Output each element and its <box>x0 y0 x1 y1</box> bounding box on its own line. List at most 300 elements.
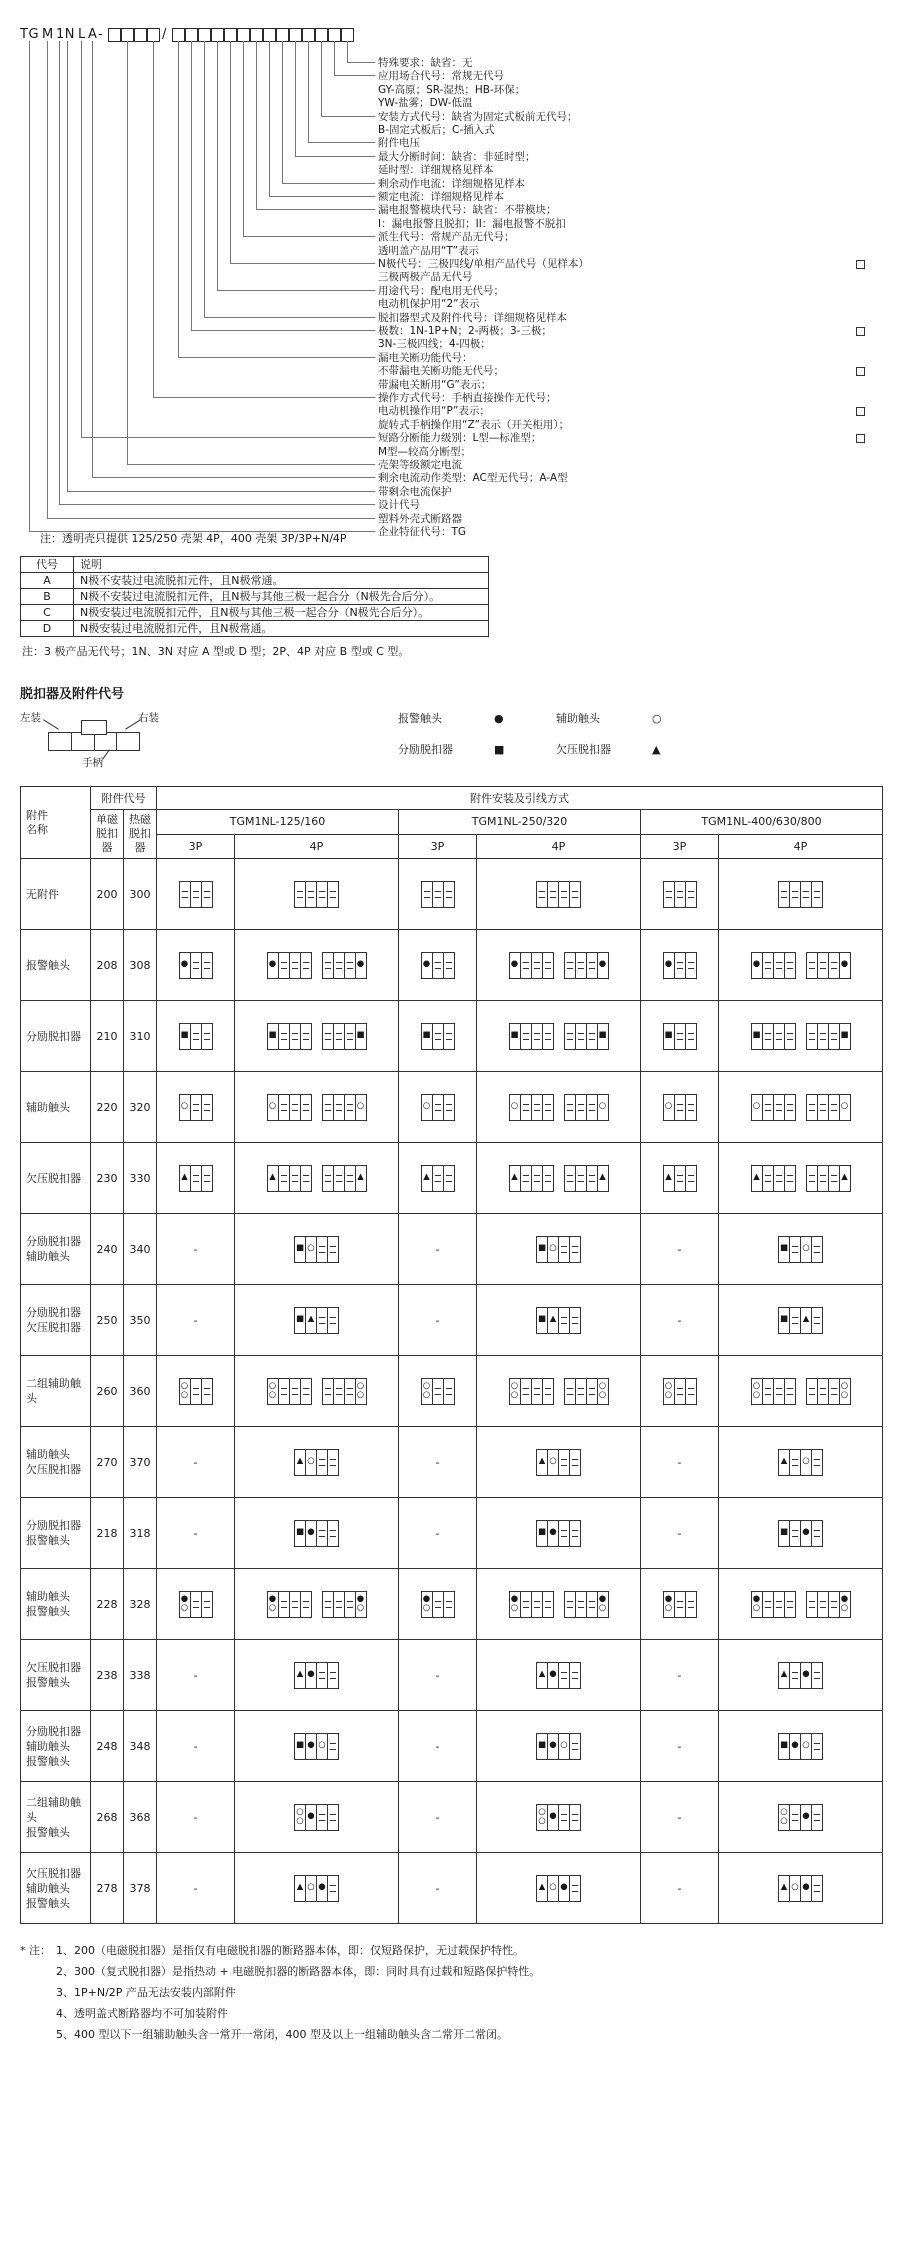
install-cell: - <box>399 1427 477 1498</box>
pole-diagrams <box>643 1591 716 1618</box>
pole-diagram <box>778 1236 823 1263</box>
terminal-mark <box>534 1175 540 1176</box>
pole <box>597 1591 609 1618</box>
pole-diagram <box>509 952 554 979</box>
terminal-mark <box>561 1672 567 1673</box>
terminal-mark <box>193 1181 199 1182</box>
callout-label: 用途代号：配电用无代号； <box>378 284 504 297</box>
accessory-name <box>21 1569 91 1640</box>
pole <box>443 1378 455 1405</box>
pole-diagrams <box>721 1520 880 1547</box>
terminal-mark <box>204 962 210 963</box>
callout-label: 极数：1N-1P+N；2-两极；3-三极； <box>378 325 552 337</box>
terminal-mark <box>578 1607 584 1608</box>
pole-diagram <box>663 881 697 908</box>
suffix-code-box <box>276 28 289 42</box>
install-cell <box>719 1356 883 1427</box>
terminal-mark <box>534 968 540 969</box>
pole-diagrams <box>643 881 716 908</box>
terminal-mark <box>814 1814 820 1815</box>
model-code-segment: 1N <box>56 27 75 42</box>
pole-diagram <box>536 881 581 908</box>
pole-diagrams <box>237 881 396 908</box>
pole-diagram <box>322 1165 367 1192</box>
terminal-mark <box>550 897 556 898</box>
terminal-mark <box>545 1039 551 1040</box>
terminal-mark <box>809 1175 815 1176</box>
terminal-mark <box>281 1110 287 1111</box>
pole-diagram <box>421 1023 455 1050</box>
terminal-mark <box>809 1033 815 1034</box>
thermal-code: 328 <box>124 1569 157 1640</box>
suffix-code-box <box>211 28 224 42</box>
thermal-code: 318 <box>124 1498 157 1569</box>
terminal-mark <box>677 1033 683 1034</box>
aux-contact-symbol: ○ <box>598 1603 607 1613</box>
frame-current-box <box>121 28 134 42</box>
install-cell <box>235 1853 399 1924</box>
pole-diagrams <box>237 1449 396 1476</box>
alarm-contact-symbol: ● <box>356 1593 365 1604</box>
terminal-mark <box>572 1678 578 1679</box>
terminal-mark <box>347 968 353 969</box>
terminal-mark <box>281 1607 287 1608</box>
terminal-mark <box>677 962 683 963</box>
terminal-mark <box>523 1394 529 1395</box>
terminal-mark <box>809 1110 815 1111</box>
callout-leader-vertical <box>334 41 335 75</box>
pole-diagrams <box>721 1094 880 1121</box>
terminal-mark <box>523 1175 529 1176</box>
terminal-mark <box>765 1181 771 1182</box>
terminal-mark <box>446 1039 452 1040</box>
install-cell <box>719 1640 883 1711</box>
terminal-mark <box>550 891 556 892</box>
alarm-contact-symbol: ● <box>180 1593 189 1604</box>
suffix-code-box <box>172 28 185 42</box>
terminal-mark <box>578 1104 584 1105</box>
pole-diagram <box>778 881 823 908</box>
left-install-label: 左装 <box>20 712 41 724</box>
install-cell <box>719 1072 883 1143</box>
pole <box>569 1307 581 1334</box>
alarm-contact-symbol: ● <box>549 1811 557 1822</box>
terminal-mark <box>303 962 309 963</box>
terminal-mark <box>688 968 694 969</box>
alarm-contact-symbol: ● <box>549 1527 557 1538</box>
terminal-mark <box>319 1323 325 1324</box>
accessory-section-title: 脱扣器及附件代号 <box>20 687 125 702</box>
accessory-row <box>21 1427 883 1498</box>
terminal-mark <box>677 968 683 969</box>
handle-label: 手柄 <box>82 757 103 769</box>
pole-diagram <box>778 1662 823 1689</box>
pole-diagrams <box>479 952 638 979</box>
terminal-mark <box>567 1601 573 1602</box>
undervoltage-release-symbol: ▲ <box>307 1314 315 1325</box>
terminal-mark <box>567 1394 573 1395</box>
callout-leader-horizontal <box>59 504 375 505</box>
shunt-release-symbol: ■ <box>422 1030 431 1041</box>
aux-contact-symbol: ○ <box>549 1243 557 1254</box>
terminal-mark <box>303 1175 309 1176</box>
terminal-mark <box>336 1607 342 1608</box>
terminal-mark <box>303 1104 309 1105</box>
accessory-row <box>21 1711 883 1782</box>
pole <box>597 1165 609 1192</box>
pole <box>784 1023 796 1050</box>
aux-contact-symbol: ○ <box>510 1390 519 1400</box>
shunt-release-symbol: ■ <box>180 1030 189 1041</box>
aux-contact-symbol: ○ <box>307 1882 315 1893</box>
terminal-mark <box>688 1394 694 1395</box>
terminal-mark <box>561 891 567 892</box>
terminal-mark <box>303 1394 309 1395</box>
pole-diagram <box>267 1023 312 1050</box>
pole-diagrams <box>721 1733 880 1760</box>
terminal-mark <box>308 897 314 898</box>
shunt-release-symbol: ■ <box>356 1030 365 1041</box>
footnotes <box>20 1940 900 2045</box>
pole <box>811 1804 823 1831</box>
pole <box>811 1236 823 1263</box>
terminal-mark <box>814 1323 820 1324</box>
n-pole-description: N极安装过电流脱扣元件，且N极常通。 <box>74 621 489 637</box>
terminal-mark <box>578 1039 584 1040</box>
callout-leader-vertical <box>282 41 283 183</box>
terminal-mark <box>336 1181 342 1182</box>
aux-contact-symbol: ○ <box>752 1603 761 1613</box>
pole-diagrams <box>479 1733 638 1760</box>
terminal-mark <box>688 1607 694 1608</box>
terminal-mark <box>572 1749 578 1750</box>
terminal-mark <box>292 1601 298 1602</box>
alarm-contact-symbol: ● <box>422 1593 431 1604</box>
terminal-mark <box>193 1039 199 1040</box>
terminal-mark <box>193 1601 199 1602</box>
alarm-contact-symbol: ● <box>840 959 849 970</box>
handle-position-diagram <box>20 710 190 772</box>
terminal-mark <box>292 962 298 963</box>
callout-label: 应用场合代号：常规无代号 <box>378 70 504 83</box>
terminal-mark <box>435 897 441 898</box>
install-cell <box>235 859 399 930</box>
install-cell: - <box>641 1640 719 1711</box>
terminal-mark <box>792 1317 798 1318</box>
terminal-mark <box>831 1388 837 1389</box>
callout-leader-vertical <box>347 41 348 62</box>
pole <box>685 952 697 979</box>
pole-diagrams <box>237 1875 396 1902</box>
pole-diagram <box>179 1165 213 1192</box>
terminal-mark <box>572 897 578 898</box>
pole-diagram <box>421 1094 455 1121</box>
terminal-mark <box>809 1394 815 1395</box>
terminal-mark <box>677 1607 683 1608</box>
terminal-mark <box>303 1601 309 1602</box>
aux-contact-symbol: ○ <box>840 1380 849 1391</box>
terminal-mark <box>336 968 342 969</box>
suffix-code-box <box>185 28 198 42</box>
aux-contact-symbol: ○ <box>549 1882 557 1893</box>
terminal-mark <box>204 1175 210 1176</box>
pole <box>784 952 796 979</box>
aux-contact-symbol: ○ <box>180 1603 189 1613</box>
undervoltage-release-symbol: ▲ <box>538 1882 546 1893</box>
footnote-lead: * 注： <box>20 1944 51 1957</box>
terminal-mark <box>330 897 336 898</box>
pole-diagram <box>509 1165 554 1192</box>
n-pole-code: A <box>21 573 74 589</box>
model-code-diagram <box>0 0 900 552</box>
install-cell: - <box>641 1427 719 1498</box>
install-cell <box>157 1072 235 1143</box>
pole-diagrams <box>643 1378 716 1405</box>
terminal-mark <box>765 968 771 969</box>
callout-label: 派生代号：常规产品无代号； <box>378 231 515 244</box>
aux-contact-symbol: ○ <box>422 1380 431 1391</box>
terminal-mark <box>319 1672 325 1673</box>
terminal-mark <box>319 1530 325 1531</box>
terminal-mark <box>572 1891 578 1892</box>
pole <box>811 1307 823 1334</box>
terminal-mark <box>325 1394 331 1395</box>
aux-contact-symbol: ○ <box>180 1380 189 1391</box>
terminal-mark <box>193 1607 199 1608</box>
thermal-code: 300 <box>124 859 157 930</box>
thermal-code: 350 <box>124 1285 157 1356</box>
callout-leader-vertical <box>308 41 309 142</box>
pole <box>569 1804 581 1831</box>
pole-diagram <box>564 1591 609 1618</box>
name-line: 辅助触头 <box>26 1250 70 1263</box>
aux-contact-symbol: ○ <box>356 1390 365 1400</box>
header-line: 名称 <box>26 822 48 836</box>
install-cell <box>477 1285 641 1356</box>
thermal-code: 348 <box>124 1711 157 1782</box>
terminal-mark <box>204 891 210 892</box>
pole-diagram <box>421 952 455 979</box>
terminal-mark <box>534 1110 540 1111</box>
terminal-mark <box>820 1181 826 1182</box>
install-cell <box>477 1782 641 1853</box>
install-cell <box>235 1072 399 1143</box>
terminal-mark <box>347 1033 353 1034</box>
alarm-contact-symbol: ● <box>356 959 365 970</box>
pole-diagrams <box>721 1378 880 1405</box>
n-pole-description: N极安装过电流脱扣元件，且N极与其他三极一起合分（N极先合后分）。 <box>74 605 489 621</box>
callout-leader-horizontal <box>282 183 375 184</box>
shunt-release-symbol: ■ <box>840 1030 849 1041</box>
aux-contact-symbol: ○ <box>422 1603 431 1613</box>
accessory-install-table <box>20 786 883 1924</box>
pole-diagram <box>294 1520 339 1547</box>
footnote-text: 2、300（复式脱扣器）是指热动 + 电磁脱扣器的断路器本体，即：同时具有过载和短路保护特性。 <box>56 1965 541 1978</box>
terminal-mark <box>193 1033 199 1034</box>
pole <box>300 1591 312 1618</box>
terminal-mark <box>820 1110 826 1111</box>
magnetic-only-header <box>91 810 124 859</box>
callout-label: 操作方式代号：手柄直接操作无代号； <box>378 392 557 404</box>
name-line: 欠压脱扣器 <box>26 1866 81 1880</box>
terminal-mark <box>776 962 782 963</box>
pole-diagram <box>536 1662 581 1689</box>
callout-label: 旋转式手柄操作用“Z”表示（开关柜用）； <box>378 418 570 431</box>
shunt-release-symbol: ■ <box>295 1740 305 1751</box>
terminal-mark <box>814 1891 820 1892</box>
accessory-name <box>21 1640 91 1711</box>
aux-contact-symbol: ○ <box>802 1456 810 1467</box>
terminal-mark <box>330 1749 336 1750</box>
terminal-mark <box>446 891 452 892</box>
terminal-mark <box>534 1394 540 1395</box>
pole-diagram <box>179 1094 213 1121</box>
terminal-mark <box>534 1181 540 1182</box>
callout-label: 延时型：详细规格见样本 <box>378 164 494 177</box>
terminal-mark <box>523 1388 529 1389</box>
aux-contact-symbol: ○ <box>180 1101 189 1112</box>
terminal-mark <box>325 1181 331 1182</box>
terminal-mark <box>523 1110 529 1111</box>
terminal-mark <box>677 897 683 898</box>
terminal-mark <box>578 1110 584 1111</box>
pole-diagram <box>806 1094 851 1121</box>
install-cell <box>719 859 883 930</box>
terminal-mark <box>336 1601 342 1602</box>
shunt-release-symbol: ■ <box>295 1243 305 1254</box>
terminal-mark <box>325 1388 331 1389</box>
terminal-mark <box>446 968 452 969</box>
aux-contact-symbol: ○ <box>791 1882 799 1893</box>
name-line: 分励脱扣器 <box>26 1724 81 1738</box>
pole <box>784 1591 796 1618</box>
pole-diagrams <box>479 1023 638 1050</box>
terminal-mark <box>589 1039 595 1040</box>
pole-diagrams <box>159 1591 232 1618</box>
terminal-mark <box>814 1536 820 1537</box>
terminal-mark <box>204 1607 210 1608</box>
terminal-mark <box>347 1110 353 1111</box>
terminal-mark <box>523 1104 529 1105</box>
aux-contact-symbol: ○ <box>538 1806 546 1817</box>
terminal-mark <box>435 968 441 969</box>
terminal-mark <box>589 1388 595 1389</box>
terminal-mark <box>572 1885 578 1886</box>
thermal-code: 368 <box>124 1782 157 1853</box>
terminal-mark <box>820 1394 826 1395</box>
pole-diagram <box>806 952 851 979</box>
aux-contact-symbol: ○ <box>802 1740 810 1751</box>
undervoltage-release-symbol: ▲ <box>357 1172 364 1183</box>
pole-count-header: 3P <box>641 834 719 859</box>
terminal-mark <box>809 1388 815 1389</box>
main-header-row <box>21 810 883 835</box>
aux-contact-symbol: ○ <box>422 1101 431 1112</box>
pole <box>811 1733 823 1760</box>
code-table-row <box>21 589 489 605</box>
terminal-mark <box>545 1104 551 1105</box>
stray-box <box>856 327 865 336</box>
pole-diagrams <box>479 1165 638 1192</box>
pole-diagrams <box>721 1165 880 1192</box>
callout-label: 漏电报警模块代号：缺省：不带模块； <box>378 204 557 217</box>
alarm-contact-symbol: ● <box>494 711 504 725</box>
callout-label: B-固定式板后；C-插入式 <box>378 124 495 136</box>
pole <box>811 1520 823 1547</box>
terminal-mark <box>666 891 672 892</box>
pole-diagrams <box>159 881 232 908</box>
undervoltage-release-symbol: ▲ <box>780 1456 788 1467</box>
legend-label: 分励脱扣器 <box>398 743 453 756</box>
aux-contact-symbol: ○ <box>356 1380 365 1391</box>
terminal-mark <box>303 968 309 969</box>
pole-diagram <box>778 1733 823 1760</box>
terminal-mark <box>325 1607 331 1608</box>
magnetic-code: 250 <box>91 1285 124 1356</box>
alarm-contact-symbol: ● <box>549 1669 557 1680</box>
terminal-mark <box>545 1607 551 1608</box>
pole-diagram <box>267 1165 312 1192</box>
legend-label: 报警触头 <box>398 712 442 725</box>
terminal-mark <box>435 1388 441 1389</box>
pole-diagram <box>564 952 609 979</box>
stray-box <box>856 434 865 443</box>
terminal-mark <box>776 1181 782 1182</box>
callout-label: 设计代号 <box>378 499 420 512</box>
pole <box>839 1094 851 1121</box>
pole <box>542 1094 554 1121</box>
undervoltage-release-symbol: ▲ <box>549 1314 557 1325</box>
terminal-mark <box>561 1530 567 1531</box>
header-line: 单磁 <box>96 813 118 826</box>
pole <box>569 1733 581 1760</box>
callout-leader-vertical <box>178 41 179 357</box>
pole-diagrams <box>721 1449 880 1476</box>
terminal-mark <box>545 968 551 969</box>
terminal-mark <box>435 1607 441 1608</box>
pole-diagram <box>267 952 312 979</box>
terminal-mark <box>572 1536 578 1537</box>
alarm-contact-symbol: ● <box>598 959 607 970</box>
terminal-mark <box>765 1607 771 1608</box>
terminal-mark <box>523 962 529 963</box>
terminal-mark <box>688 1039 694 1040</box>
pole <box>839 1165 851 1192</box>
name-line: 报警触头 <box>26 1896 70 1910</box>
accessory-row <box>21 1356 883 1427</box>
terminal-mark <box>820 1104 826 1105</box>
terminal-mark <box>319 1252 325 1253</box>
terminal-mark <box>446 1181 452 1182</box>
install-cell: - <box>641 1285 719 1356</box>
alarm-contact-symbol: ● <box>802 1811 810 1822</box>
install-cell <box>719 1001 883 1072</box>
terminal-mark <box>204 1033 210 1034</box>
callout-label: 不带漏电关断功能无代号； <box>378 365 504 378</box>
callout-label: GY-高原；SR-湿热；HB-环保； <box>378 83 526 96</box>
pole-diagrams <box>401 1591 474 1618</box>
terminal-mark <box>193 968 199 969</box>
terminal-mark <box>446 1388 452 1389</box>
install-cell: - <box>399 1782 477 1853</box>
terminal-mark <box>561 1814 567 1815</box>
terminal-mark <box>330 891 336 892</box>
pole-diagram <box>663 1094 697 1121</box>
aux-contact-symbol: ○ <box>268 1603 277 1613</box>
terminal-mark <box>446 1104 452 1105</box>
install-cell <box>235 1711 399 1782</box>
pole <box>784 1378 796 1405</box>
